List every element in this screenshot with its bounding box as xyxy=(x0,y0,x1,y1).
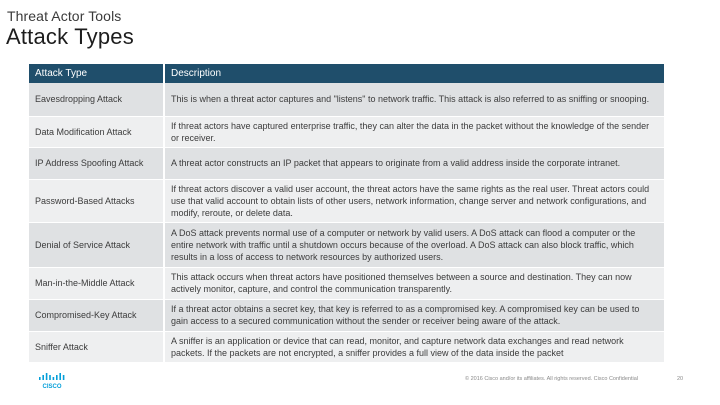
attack-type-cell: Password-Based Attacks xyxy=(29,179,164,222)
page-number: 20 xyxy=(677,376,684,382)
table-header-row xyxy=(29,64,664,83)
table-row xyxy=(29,331,664,362)
attack-type-cell: Eavesdropping Attack xyxy=(29,83,164,116)
description-cell: A DoS attack prevents normal use of a computer or network by valid users. A DoS attack can flood a computer or the entire network with traffic until a shutdown occurs because of the overload. A DoS attack can also block traffic, which results in a loss of access to network resources by authorized users. xyxy=(164,222,664,267)
attack-type-cell: Denial of Service Attack xyxy=(29,222,164,267)
table-row xyxy=(29,83,664,116)
svg-text:CISCO: CISCO xyxy=(42,384,62,390)
description-cell: If threat actors discover a valid user account, the threat actors have the same rights as the real user. Threat actors could use that valid account to obtain lists of other users, network information, change server and network configurations, and modify, reroute, or delete data. xyxy=(164,179,664,222)
table-row xyxy=(29,179,664,222)
column-header-description: Description xyxy=(164,64,664,83)
table-row xyxy=(29,147,664,179)
slide-title: Attack Types xyxy=(6,24,134,49)
attack-type-cell: Man-in-the-Middle Attack xyxy=(29,267,164,299)
table-row xyxy=(29,267,664,299)
footer-copyright: © 2016 Cisco and/or its affiliates. All rights reserved. Cisco Confidential xyxy=(465,376,639,382)
attack-type-cell: Compromised-Key Attack xyxy=(29,299,164,331)
description-cell: If threat actors have captured enterprise traffic, they can alter the data in the packet without the knowledge of the sender or receiver. xyxy=(164,116,664,147)
table-row xyxy=(29,299,664,331)
description-cell: This attack occurs when threat actors have positioned themselves between a source and destination. They can now actively monitor, capture, and control the communication transparently. xyxy=(164,267,664,299)
cisco-logo-icon xyxy=(38,372,66,390)
description-cell: A sniffer is an application or device that can read, monitor, and capture network data exchanges and read network packets. If the packets are not encrypted, a sniffer provides a full view of the data inside the packet xyxy=(164,331,664,362)
attack-type-cell: IP Address Spoofing Attack xyxy=(29,147,164,179)
attack-type-cell: Sniffer Attack xyxy=(29,331,164,362)
description-cell: A threat actor constructs an IP packet that appears to originate from a valid address inside the corporate intranet. xyxy=(164,147,664,179)
attack-types-table xyxy=(29,64,664,363)
table-row xyxy=(29,222,664,267)
table-row xyxy=(29,116,664,147)
description-cell: This is when a threat actor captures and "listens" to network traffic. This attack is also referred to as sniffing or snooping. xyxy=(164,83,664,116)
column-header-attack-type: Attack Type xyxy=(29,64,164,83)
section-title: Threat Actor Tools xyxy=(7,8,122,24)
attack-type-cell: Data Modification Attack xyxy=(29,116,164,147)
description-cell: If a threat actor obtains a secret key, that key is referred to as a compromised key. A compromised key can be used to gain access to a secured communication without the sender or receiver being aware of the attack. xyxy=(164,299,664,331)
